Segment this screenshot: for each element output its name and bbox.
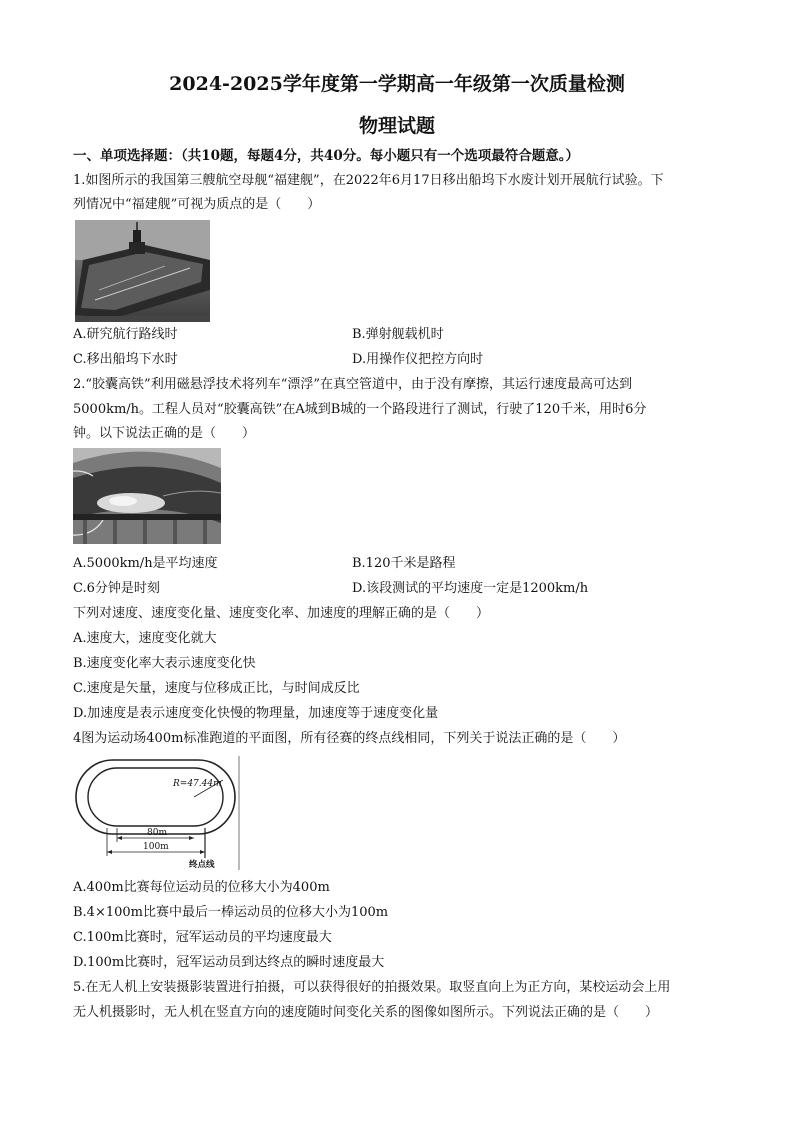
exam-subtitle: 物理试题 [358,115,435,137]
q1-stem-line2: 列情况中“福建舰”可视为质点的是（ ） [73,197,321,212]
q3-option-b: B.速度变化率大表示速度变化快 [73,656,256,671]
q3-option-c: C.速度是矢量，速度与位移成正比，与时间成反比 [73,681,360,696]
dim-80m-label: 80m [147,828,167,838]
q4-option-a: A.400m比赛每位运动员的位移大小为400m [73,880,330,895]
q4-option-c: C.100m比赛时，冠军运动员的平均速度最大 [73,930,332,945]
running-track-figure [73,754,243,872]
q3-option-d: D.加速度是表示速度变化快慢的物理量，加速度等于速度变化量 [73,706,439,721]
radius-label: R=47.44m [173,779,222,789]
q2-stem-line3: 钟。以下说法正确的是（ ） [73,426,256,441]
q5-stem-line1: 5.在无人机上安装摄影装置进行拍摄，可以获得很好的拍摄效果。取竖直向上为正方向，某校运动会上用 [73,980,671,995]
aircraft-carrier-photo [75,220,210,322]
q2-stem-line2: 5000km/h。工程人员对“胶囊高铁”在A城到B城的一个路段进行了测试，行驶了120千米，用时6分 [73,402,647,417]
q2-option-d: D.该段测试的平均速度一定是1200km/h [352,581,589,596]
capsule-train-photo [73,448,221,544]
section-heading: 一、单项选择题：（共10题，每题4分，共40分。每小题只有一个选项最符合题意。） [73,148,579,164]
q1-stem-line1: 1.如图所示的我国第三艘航空母舰“福建舰”，在2022年6月17日移出船坞下水废计划开展航行试验。下 [73,173,664,188]
exam-title: 2024-2025学年度第一学期高一年级第一次质量检测 [169,73,625,95]
q1-option-d: D.用操作仪把控方向时 [352,352,484,367]
q1-option-c: C.移出船坞下水时 [73,352,178,367]
q1-option-b: B.弹射舰载机时 [352,327,444,342]
finish-line-label: 终点线 [189,860,215,870]
dim-100m-label: 100m [143,842,169,852]
q4-stem: 4图为运动场400m标准跑道的平面图，所有径赛的终点线相同，下列关于说法正确的是（ ） [73,731,626,746]
q4-option-d: D.100m比赛时，冠军运动员到达终点的瞬时速度最大 [73,955,385,970]
q2-option-b: B.120千米是路程 [352,556,456,571]
q2-option-c: C.6分钟是时刻 [73,581,160,596]
q2-stem-line1: 2.“胶囊高铁”利用磁悬浮技术将列车“漂浮”在真空管道中，由于没有摩擦，其运行速度最高可达到 [73,377,632,392]
q4-option-b: B.4×100m比赛中最后一棒运动员的位移大小为100m [73,905,389,920]
q2-option-a: A.5000km/h是平均速度 [73,556,218,571]
q3-stem: 下列对速度、速度变化量、速度变化率、加速度的理解正确的是（ ） [73,606,490,621]
q5-stem-line2: 无人机摄影时，无人机在竖直方向的速度随时间变化关系的图像如图所示。下列说法正确的是（ ） [73,1005,659,1020]
q1-option-a: A.研究航行路线时 [73,327,178,342]
q3-option-a: A.速度大，速度变化就大 [73,631,217,646]
